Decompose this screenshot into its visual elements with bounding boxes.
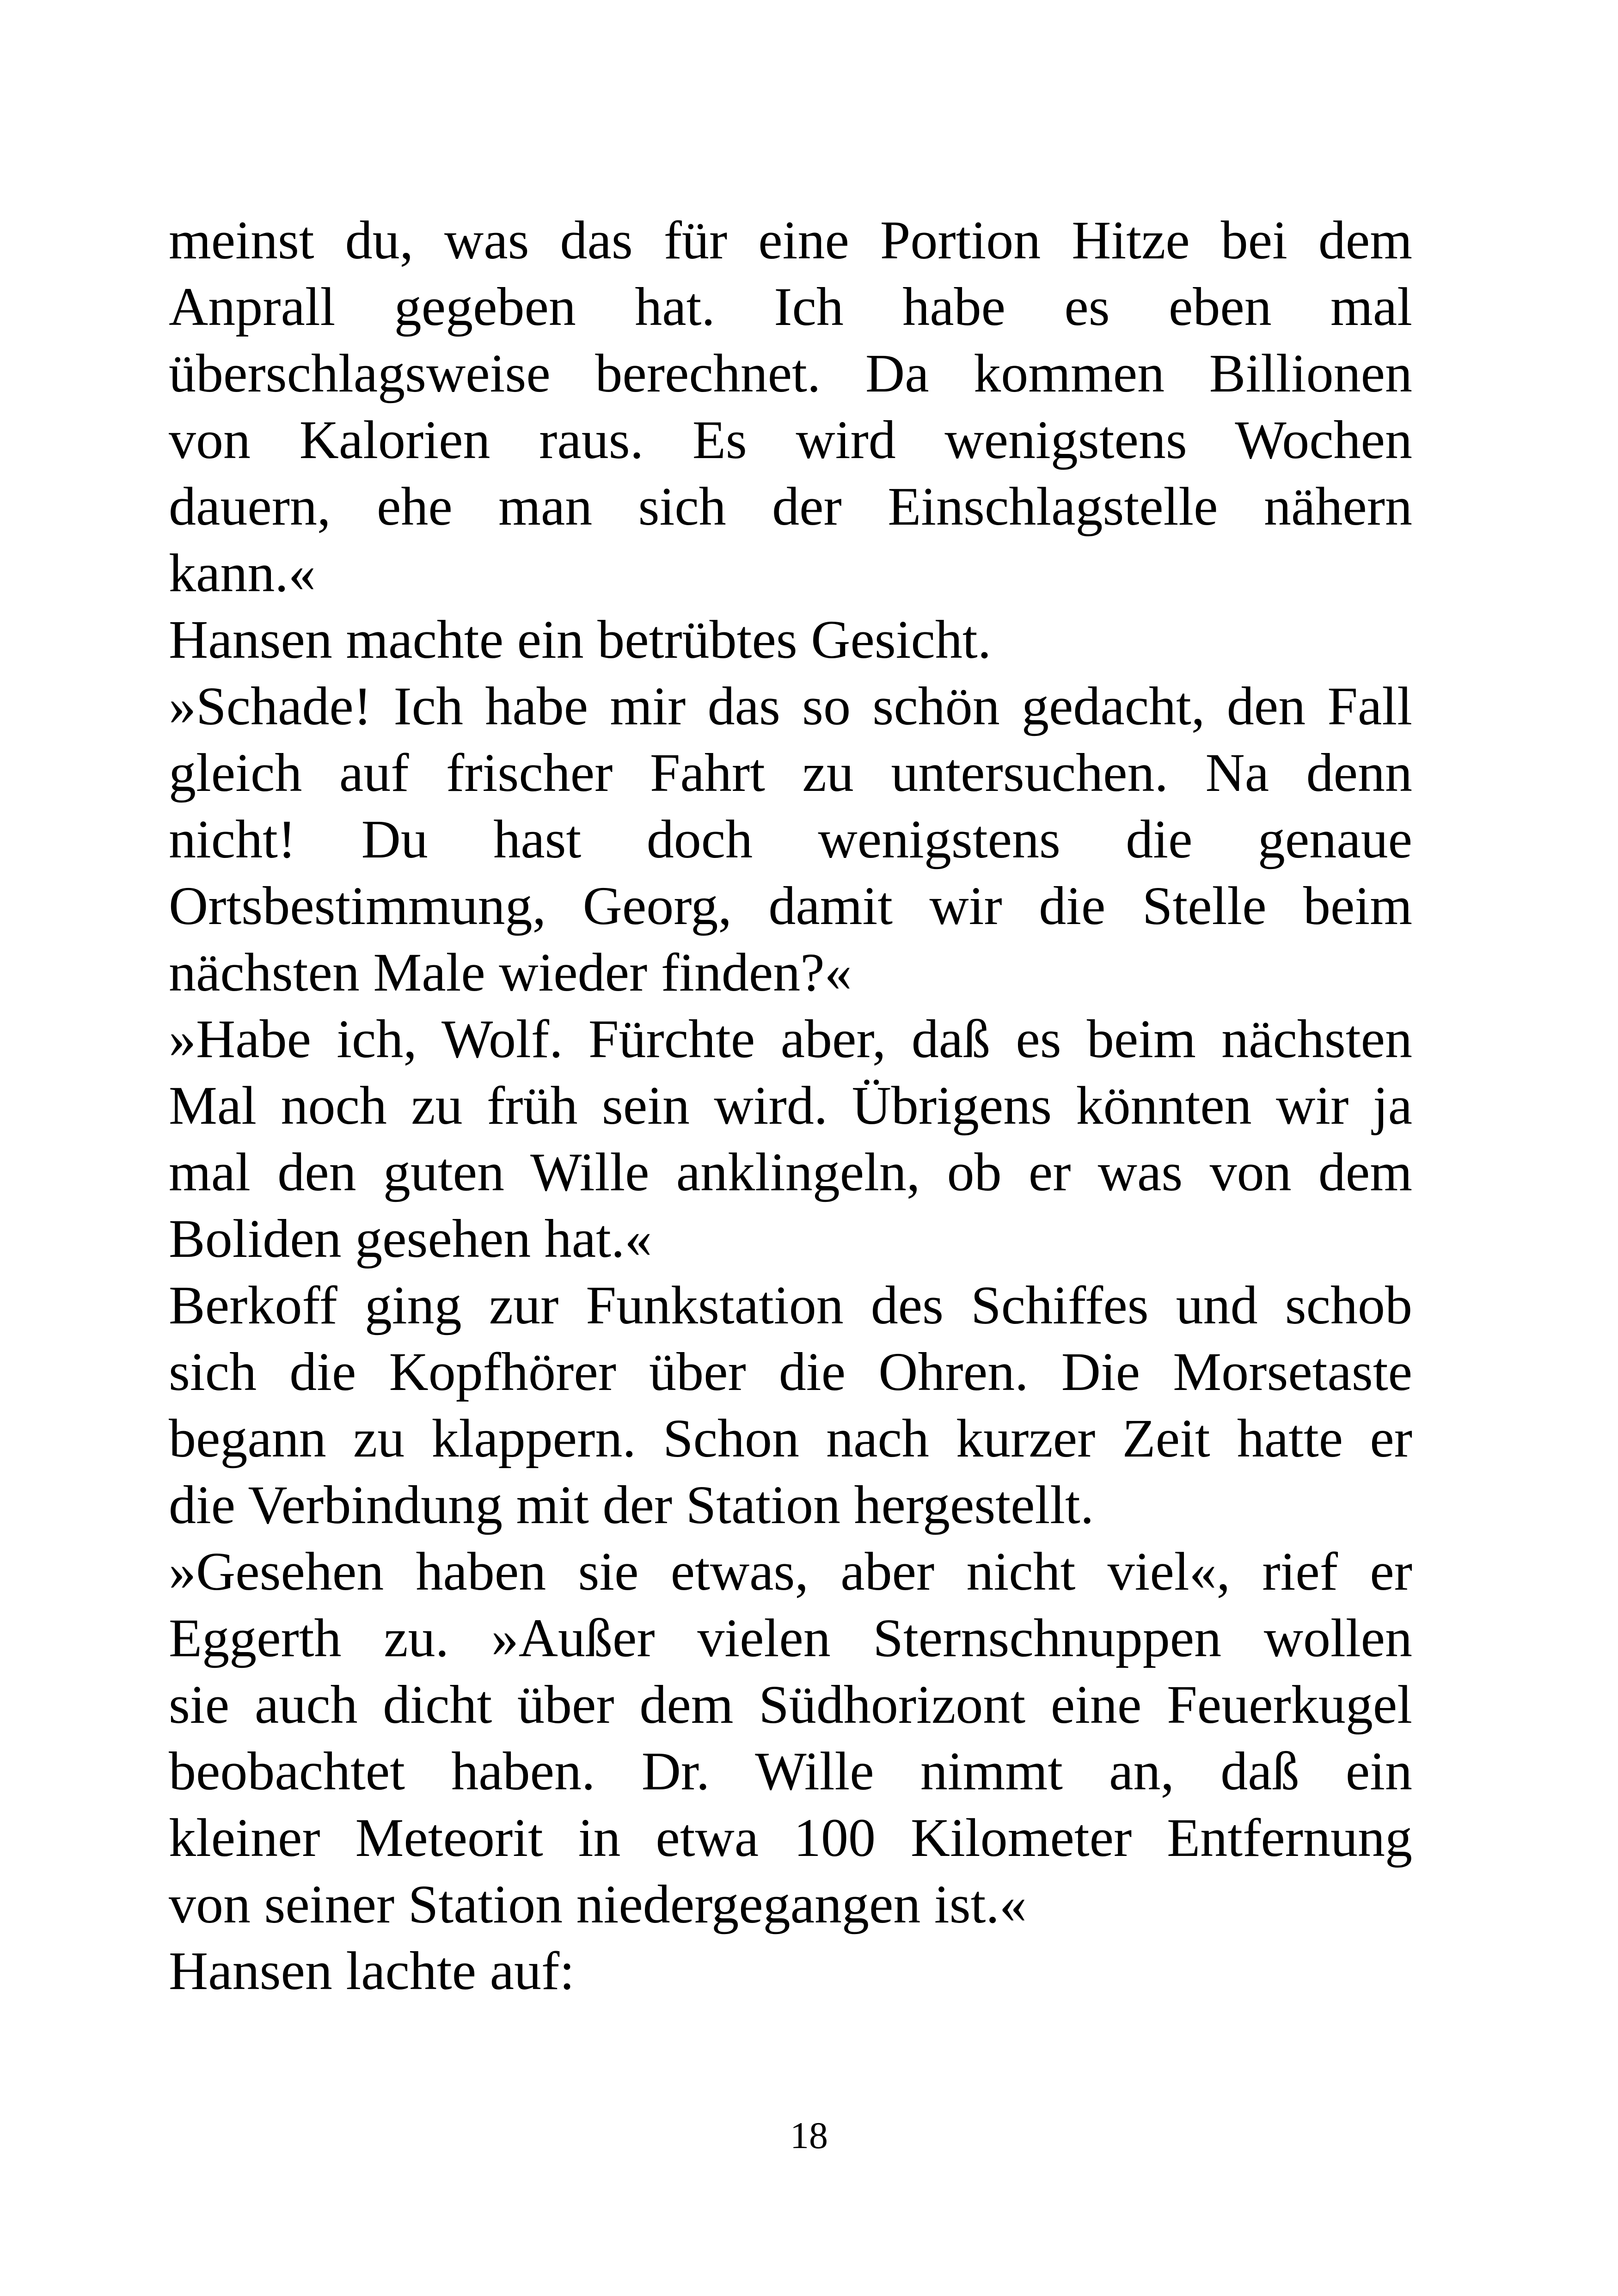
text-line: nächsten Male wieder finden?« [169, 942, 852, 1003]
text-line: gleich auf frischer Fahrt zu untersuchen. Na denn [169, 742, 1412, 803]
paragraph [169, 606, 1412, 673]
paragraph [169, 1272, 1412, 1538]
text-line: »Habe ich, Wolf. Fürchte aber, daß es beim nächsten [169, 1009, 1412, 1069]
text-line: Anprall gegeben hat. Ich habe es eben mal [169, 276, 1412, 337]
text-line: kann.« [169, 543, 316, 603]
paragraph [169, 1006, 1412, 1272]
text-line: beobachtet haben. Dr. Wille nimmt an, daß ein [169, 1741, 1412, 1801]
paragraph [169, 207, 1412, 606]
text-line: kleiner Meteorit in etwa 100 Kilometer Entfernung [169, 1807, 1412, 1868]
text-line: Berkoff ging zur Funkstation des Schiffes und schob [169, 1275, 1412, 1335]
text-line: meinst du, was das für eine Portion Hitze bei dem [169, 210, 1412, 270]
text-line: nicht! Du hast doch wenigstens die genaue [169, 809, 1412, 869]
text-line: die Verbindung mit der Station hergestellt. [169, 1475, 1094, 1535]
text-line: Boliden gesehen hat.« [169, 1208, 652, 1269]
text-line: sich die Kopfhörer über die Ohren. Die Morsetaste [169, 1341, 1412, 1402]
text-line: von Kalorien raus. Es wird wenigstens Wochen [169, 410, 1412, 470]
text-line: mal den guten Wille anklingeln, ob er was von dem [169, 1142, 1412, 1202]
text-line: Ortsbestimmung, Georg, damit wir die Stelle beim [169, 876, 1412, 936]
text-line: »Gesehen haben sie etwas, aber nicht viel«, rief er [169, 1541, 1412, 1602]
text-line: überschlagsweise berechnet. Da kommen Billionen [169, 343, 1412, 404]
text-line: begann zu klappern. Schon nach kurzer Zeit hatte er [169, 1408, 1412, 1469]
page-number: 18 [790, 2114, 828, 2156]
text-line: von seiner Station niedergegangen ist.« [169, 1874, 1027, 1935]
paragraph [169, 1538, 1412, 1938]
text-line: sie auch dicht über dem Südhorizont eine Feuerkugel [169, 1674, 1412, 1735]
text-line: Eggerth zu. »Außer vielen Sternschnuppen wollen [169, 1608, 1412, 1668]
paragraph [169, 673, 1412, 1006]
text-line: »Schade! Ich habe mir das so schön gedacht, den Fall [169, 676, 1412, 736]
text-line: dauern, ehe man sich der Einschlagstelle nähern [169, 476, 1412, 537]
text-line: Hansen machte ein betrübtes Gesicht. [169, 609, 992, 670]
body-text [169, 207, 1412, 2004]
paragraph [169, 1938, 1412, 2004]
text-line: Mal noch zu früh sein wird. Übrigens könnten wir ja [169, 1075, 1412, 1136]
text-line: Hansen lachte auf: [169, 1941, 575, 2001]
